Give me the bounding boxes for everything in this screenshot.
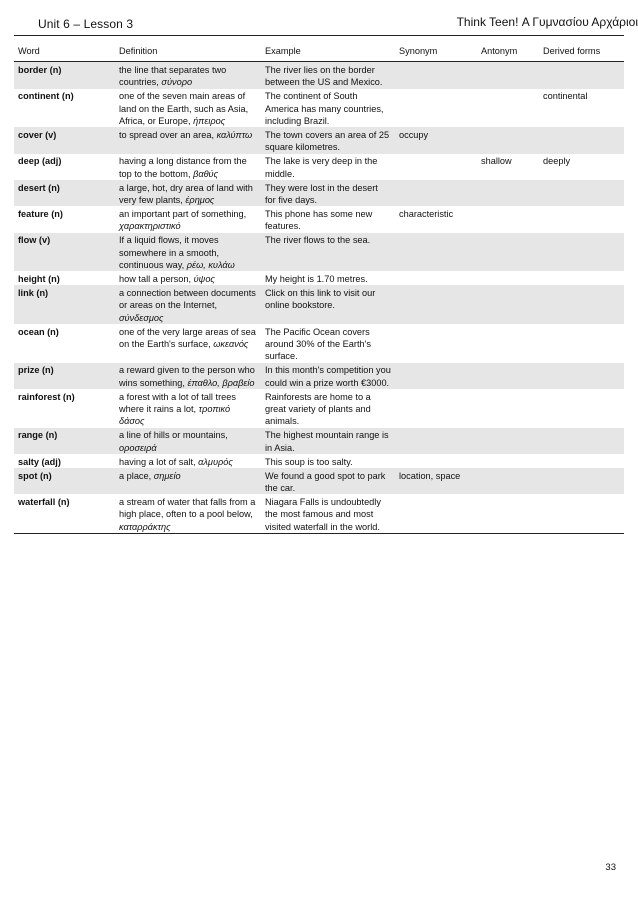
table-row — [14, 62, 624, 89]
cell-example: My height is 1.70 metres. — [265, 273, 368, 284]
cell-antonym — [477, 494, 539, 533]
greek-translation: χαρακτηριστικό — [119, 221, 181, 232]
greek-translation: τροπικό δάσος — [119, 403, 231, 427]
definition-text: a large, hot, dry area of land with very few plants, — [119, 182, 253, 205]
column-header-synonym: Synonym — [395, 42, 477, 62]
definition-text: a stream of water that falls from a high place, often to a pool below, — [119, 496, 256, 520]
cell-derived-forms — [539, 180, 624, 206]
column-header-antonym: Antonym — [477, 42, 539, 62]
cell-synonym — [395, 271, 477, 285]
cell-derived-forms: deeply — [543, 156, 571, 167]
cell-synonym: occupy — [395, 127, 477, 153]
greek-translation: σημείο — [153, 470, 181, 481]
cell-synonym: location, space — [395, 468, 477, 494]
cell-antonym — [477, 454, 539, 468]
definition-text: how tall a person, — [119, 273, 192, 284]
cell-definition — [115, 389, 261, 428]
table-header-row — [14, 42, 624, 62]
greek-translation: ρέω, κυλάω — [186, 260, 235, 270]
book-title: Think Teen! Α Γυμνασίου Αρχάριοι — [456, 15, 638, 29]
cell-derived-forms — [539, 206, 624, 232]
table-row — [14, 180, 624, 206]
cell-definition — [115, 428, 261, 454]
greek-translation: σύνδεσμος — [119, 312, 164, 323]
cell-antonym — [477, 180, 539, 206]
cell-definition — [115, 62, 261, 89]
cell-synonym: characteristic — [399, 208, 454, 219]
greek-translation: βαθύς — [193, 168, 219, 179]
cell-definition — [115, 233, 261, 272]
greek-translation: ύψος — [193, 273, 215, 284]
definition-text: a place, — [119, 470, 152, 481]
greek-translation: καταρράκτης — [119, 521, 171, 532]
cell-word: salty (adj) — [18, 456, 61, 467]
cell-word: feature (n) — [18, 208, 63, 219]
table-row — [14, 233, 624, 272]
cell-derived-forms — [539, 428, 624, 454]
definition-text: a forest with a lot of tall trees where it rains a lot, — [119, 391, 236, 414]
cell-definition — [115, 363, 261, 389]
cell-antonym — [477, 363, 539, 389]
table-row — [14, 389, 624, 428]
cell-antonym — [477, 389, 539, 428]
cell-example: This phone has some new features. — [265, 208, 373, 232]
cell-definition — [115, 324, 261, 363]
cell-example: They were lost in the desert for five days. — [261, 180, 395, 206]
table-row — [14, 428, 624, 454]
cell-derived-forms — [539, 389, 624, 428]
cell-example: The lake is very deep in the middle. — [265, 156, 378, 179]
cell-word: link (n) — [14, 285, 115, 324]
cell-example: In this month's competition you could win a prize worth €3000. — [261, 363, 395, 389]
cell-example: The continent of South America has many countries, including Brazil. — [265, 91, 384, 127]
greek-translation: οροσειρά — [119, 442, 157, 453]
definition-text: a connection between documents or areas on the Internet, — [119, 287, 256, 311]
column-header-definition: Definition — [115, 42, 261, 62]
column-header-example: Example — [261, 42, 395, 62]
cell-derived-forms — [539, 285, 624, 324]
cell-antonym: shallow — [481, 156, 512, 167]
cell-example: The river flows to the sea. — [261, 233, 395, 272]
header-divider — [14, 35, 624, 36]
cell-word: spot (n) — [14, 468, 115, 494]
cell-example: The highest mountain range is in Asia. — [261, 428, 395, 454]
greek-translation: έρημος — [185, 194, 215, 205]
cell-synonym — [395, 180, 477, 206]
cell-example: The river lies on the border between the US and Mexico. — [261, 62, 395, 89]
column-header-derived-forms: Derived forms — [539, 42, 624, 62]
table-row — [14, 271, 624, 285]
cell-synonym — [395, 324, 477, 363]
cell-word: border (n) — [14, 62, 115, 89]
page-number: 33 — [605, 862, 616, 873]
cell-synonym — [395, 494, 477, 533]
table-row — [14, 468, 624, 494]
cell-derived-forms — [539, 127, 624, 153]
cell-definition — [115, 468, 261, 494]
table-row — [14, 154, 624, 180]
cell-synonym — [395, 154, 477, 180]
cell-word: flow (v) — [14, 233, 115, 272]
cell-definition — [115, 271, 261, 285]
definition-text: one of the very large areas of sea on the Earth's surface, — [119, 326, 256, 349]
table-row — [14, 127, 624, 153]
cell-definition — [115, 206, 261, 232]
cell-word: deep (adj) — [18, 156, 62, 167]
cell-word: waterfall (n) — [14, 494, 115, 533]
cell-word: range (n) — [14, 428, 115, 454]
cell-derived-forms — [539, 468, 624, 494]
cell-antonym — [477, 428, 539, 454]
cell-antonym — [477, 271, 539, 285]
cell-synonym — [395, 389, 477, 428]
greek-translation: ήπειρος — [193, 116, 226, 127]
cell-definition — [115, 494, 261, 533]
table-row — [14, 494, 624, 533]
cell-antonym — [477, 324, 539, 363]
cell-example: This soup is too salty. — [265, 456, 353, 467]
unit-lesson-title: Unit 6 – Lesson 3 — [38, 17, 134, 31]
cell-synonym — [395, 89, 477, 128]
table-row — [14, 89, 624, 128]
cell-definition — [115, 180, 261, 206]
definition-text: a reward given to the person who wins something, — [119, 365, 255, 388]
cell-definition — [115, 285, 261, 324]
cell-derived-forms — [539, 324, 624, 363]
cell-word: prize (n) — [14, 363, 115, 389]
cell-derived-forms — [539, 363, 624, 389]
cell-antonym — [477, 89, 539, 128]
cell-definition — [115, 154, 261, 180]
greek-translation: σύνορο — [161, 77, 193, 88]
cell-synonym — [395, 363, 477, 389]
cell-antonym — [477, 206, 539, 232]
cell-example: Click on this link to visit our online bookstore. — [261, 285, 395, 324]
cell-example: The town covers an area of 25 square kilometres. — [261, 127, 395, 153]
definition-text: having a long distance from the top to the bottom, — [119, 156, 247, 179]
cell-derived-forms — [539, 271, 624, 285]
cell-synonym — [395, 428, 477, 454]
cell-derived-forms — [539, 62, 624, 89]
cell-antonym — [477, 285, 539, 324]
greek-translation: ωκεανός — [213, 338, 249, 349]
table-row — [14, 324, 624, 363]
greek-translation: έπαθλο, βραβείο — [187, 377, 255, 388]
cell-word: cover (v) — [14, 127, 115, 153]
cell-derived-forms — [539, 494, 624, 533]
cell-synonym — [395, 285, 477, 324]
cell-word: desert (n) — [14, 180, 115, 206]
cell-derived-forms — [539, 233, 624, 272]
definition-text: having a lot of salt, — [119, 456, 196, 467]
cell-word: rainforest (n) — [18, 391, 75, 402]
vocabulary-table — [14, 42, 624, 534]
table-row — [14, 363, 624, 389]
cell-word: ocean (n) — [18, 326, 59, 337]
definition-text: one of the seven main areas of land on the Earth, such as Asia, Africa, or Europe, — [119, 91, 249, 127]
table-row — [14, 454, 624, 468]
cell-word: height (n) — [18, 273, 60, 284]
table-row — [14, 206, 624, 232]
definition-text: to spread over an area, — [119, 129, 214, 140]
cell-example: The Pacific Ocean covers around 30% of the Earth's surface. — [265, 326, 371, 362]
cell-synonym — [395, 454, 477, 468]
table-row — [14, 285, 624, 324]
column-header-word: Word — [14, 42, 115, 62]
definition-text: the line that separates two countries, — [119, 64, 227, 88]
greek-translation: καλύπτω — [216, 129, 253, 140]
cell-derived-forms: continental — [543, 91, 588, 102]
cell-antonym — [477, 468, 539, 494]
cell-example: We found a good spot to park the car. — [261, 468, 395, 494]
cell-word: continent (n) — [18, 91, 74, 102]
cell-definition — [115, 89, 261, 128]
cell-synonym — [395, 233, 477, 272]
vocabulary-rows — [14, 62, 624, 534]
greek-translation: αλμυρός — [198, 456, 233, 467]
cell-definition — [115, 127, 261, 153]
cell-antonym — [477, 62, 539, 89]
cell-example: Niagara Falls is undoubtedly the most famous and most visited waterfall in the world. — [261, 494, 395, 533]
cell-derived-forms — [539, 454, 624, 468]
cell-antonym — [477, 233, 539, 272]
definition-text: If a liquid flows, it moves somewhere in a smooth, continuous way, — [119, 235, 220, 270]
cell-antonym — [477, 127, 539, 153]
definition-text: an important part of something, — [119, 208, 247, 219]
cell-synonym — [395, 62, 477, 89]
cell-example: Rainforests are home to a great variety of plants and animals. — [265, 391, 371, 427]
cell-definition — [115, 454, 261, 468]
definition-text: a line of hills or mountains, — [119, 430, 228, 441]
